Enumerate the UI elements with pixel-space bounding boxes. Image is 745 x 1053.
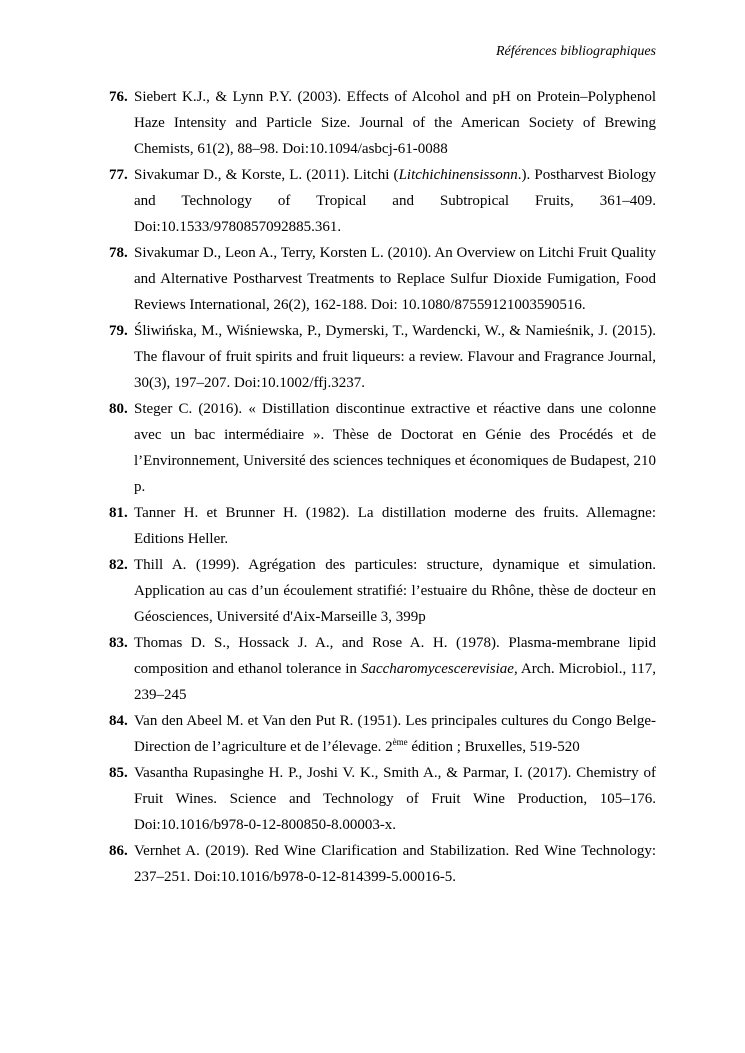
text-segment: Thill A. (1999). Agrégation des particules: structure, dynamique et simulation. Application au cas d’un écoulement stratifié: l’estuaire du Rhône, thèse de docteur en Géosciences, Université d'Aix-Marseille 3, 399p: [134, 557, 656, 625]
text-segment: Van den Abeel M. et Van den Put R. (1951). Les principales cultures du Congo Belge-Direction de l’agriculture et de l’élevage. 2: [134, 713, 656, 755]
italic-text: Litchichinensissonn: [398, 167, 518, 183]
reference-text: [134, 760, 656, 838]
reference-item: [109, 318, 656, 396]
reference-number: 81.: [109, 505, 128, 521]
reference-text: [134, 630, 656, 708]
reference-text: [134, 838, 656, 890]
reference-text: [134, 240, 656, 318]
reference-text: [134, 318, 656, 396]
superscript: ème: [392, 737, 408, 747]
reference-item: [109, 708, 656, 760]
reference-item: [109, 630, 656, 708]
reference-item: [109, 500, 656, 552]
text-segment: Vasantha Rupasinghe H. P., Joshi V. K., Smith A., & Parmar, I. (2017). Chemistry of Fruit Wines. Science and Technology of Fruit Wine Production, 105–176. Doi:10.1016/b978-0-12-800850-8.00003-x.: [134, 765, 656, 833]
reference-text: [134, 708, 656, 760]
reference-number: 78.: [109, 245, 128, 261]
reference-text: [134, 162, 656, 240]
reference-number: 79.: [109, 323, 128, 339]
reference-number: 82.: [109, 557, 128, 573]
reference-item: [109, 162, 656, 240]
text-segment: édition ; Bruxelles, 519-520: [407, 739, 580, 755]
text-segment: .). Postharvest Biology and Technology of Tropical and Subtropical Fruits, 361–409. Doi:10.1533/9780857092885.361.: [134, 167, 656, 235]
text-segment: Sivakumar D., Leon A., Terry, Korsten L. (2010). An Overview on Litchi Fruit Quality and Alternative Postharvest Treatments to Replace Sulfur Dioxide Fumigation, Food Reviews International, 26(2), 162-188. Doi: 10.1080/87559121003590516.: [134, 245, 656, 313]
text-segment: Vernhet A. (2019). Red Wine Clarification and Stabilization. Red Wine Technology: 237–251. Doi:10.1016/b978-0-12-814399-5.00016-5.: [134, 843, 656, 885]
text-segment: Śliwińska, M., Wiśniewska, P., Dymerski, T., Wardencki, W., & Namieśnik, J. (2015). The flavour of fruit spirits and fruit liqueurs: a review. Flavour and Fragrance Journal, 30(3), 197–207. Doi:10.1002/ffj.3237.: [134, 323, 656, 391]
reference-text: [134, 396, 656, 500]
reference-number: 80.: [109, 401, 128, 417]
text-segment: Siebert K.J., & Lynn P.Y. (2003). Effects of Alcohol and pH on Protein–Polyphenol Haze Intensity and Particle Size. Journal of the American Society of Brewing Chemists, 61(2), 88–98. Doi:10.1094/asbcj-61-0088: [134, 89, 656, 157]
reference-item: [109, 552, 656, 630]
reference-item: [109, 760, 656, 838]
reference-number: 86.: [109, 843, 128, 859]
text-segment: Sivakumar D., & Korste, L. (2011). Litchi (: [134, 167, 399, 183]
reference-item: [109, 240, 656, 318]
italic-text: Saccharomycescerevisiae: [360, 661, 514, 677]
reference-number: 84.: [109, 713, 128, 729]
reference-text: [134, 500, 656, 552]
reference-number: 85.: [109, 765, 128, 781]
text-segment: Thomas D. S., Hossack J. A., and Rose A. H. (1978). Plasma-membrane lipid composition and ethanol tolerance in: [134, 635, 656, 677]
reference-item: [109, 838, 656, 890]
text-segment: , Arch. Microbiol., 117, 239–245: [134, 661, 656, 703]
reference-number: 76.: [109, 89, 128, 105]
reference-text: [134, 84, 656, 162]
reference-list: [109, 84, 656, 890]
reference-text: [134, 552, 656, 630]
reference-number: 83.: [109, 635, 128, 651]
running-header: Références bibliographiques: [495, 44, 656, 59]
reference-number: 77.: [109, 167, 128, 183]
text-segment: Steger C. (2016). « Distillation discontinue extractive et réactive dans une colonne avec un bac intermédiaire ». Thèse de Doctorat en Génie des Procédés et de l’Environnement, Université des sciences techniques et économiques de Budapest, 210 p.: [134, 401, 656, 495]
text-segment: Tanner H. et Brunner H. (1982). La distillation moderne des fruits. Allemagne: Editions Heller.: [134, 505, 656, 547]
reference-item: [109, 84, 656, 162]
reference-item: [109, 396, 656, 500]
